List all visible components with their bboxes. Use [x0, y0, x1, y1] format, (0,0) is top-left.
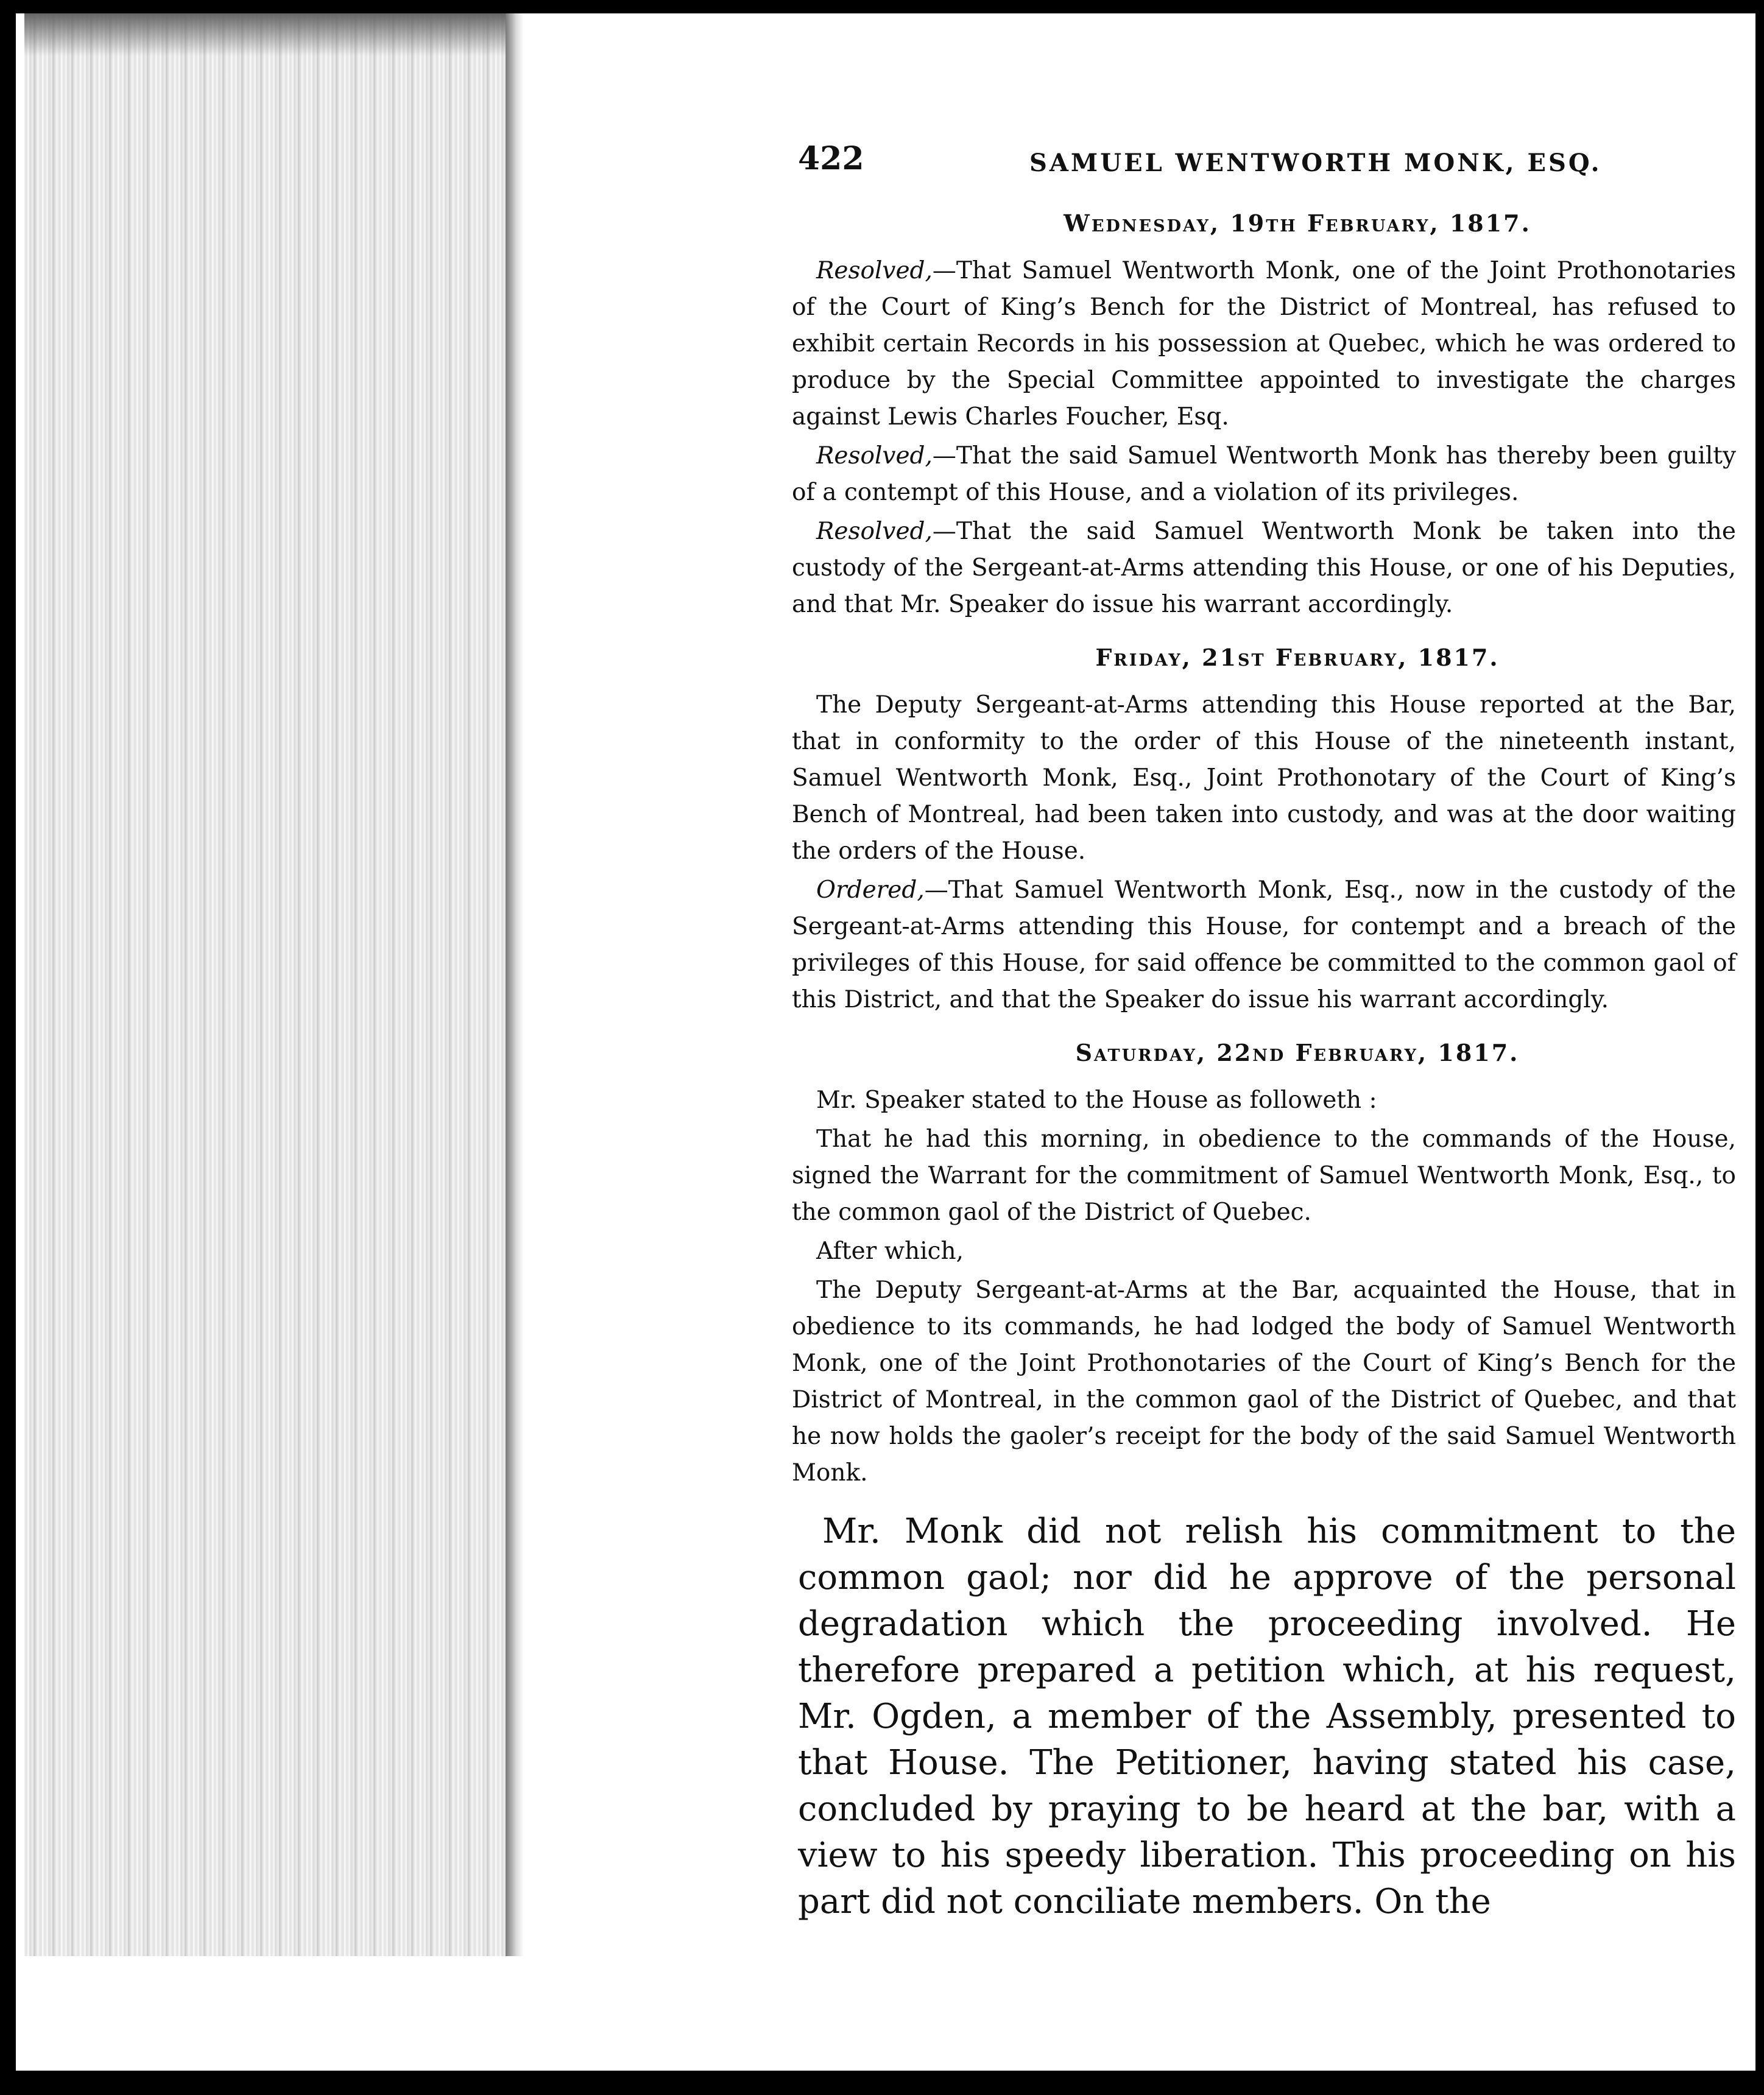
paragraph-lead: Ordered, [816, 876, 925, 904]
paragraph-text: The Deputy Sergeant-at-Arms at the Bar, acquainted the House, that in obedience to its commands, he had lodged the body of Samuel Wentworth Monk, one of the Joint Prothonotaries of the Court of King’s Bench for the District of Montreal, in the common gaol of the District of Quebec, and that he now holds the gaoler’s receipt for the body of the said Samuel Wentworth Monk. [792, 1276, 1736, 1487]
scan-border-right [1755, 0, 1764, 2095]
book-page [786, 140, 1736, 1959]
paragraph-text: —That the said Samuel Wentworth Monk has thereby been guilty of a contempt of this House, and a violation of its privileges. [792, 442, 1736, 506]
narrative-paragraph: Mr. Monk did not relish his commitment to the common gaol; nor did he approve of the personal degradation which the proceeding involved. He therefore prepared a petition which, at his request, Mr. Ogden, a member of the Assembly, presented to that House. The Petitioner, having stated his case, concluded by praying to be heard at the bar, with a view to his speedy liberation. This proceeding on his part did not conciliate members. On the [798, 1512, 1736, 1921]
paragraph-text: —That Samuel Wentworth Monk, Esq., now in the custody of the Sergeant-at-Arms attending this House, for contempt and a breach of the privileges of this House, for said offence be committed to the common gaol of this District, and that the Speaker do issue his warrant accordingly. [792, 876, 1736, 1013]
scan-border-left [0, 0, 16, 2095]
paragraph-text: After which, [816, 1238, 964, 1265]
statement-paragraph [786, 1121, 1736, 1231]
book-gutter [506, 13, 524, 1956]
date-heading: Wednesday, 19th February, 1817. [1064, 210, 1531, 237]
report-paragraph [786, 687, 1736, 870]
resolution-paragraph [786, 253, 1736, 435]
scan-border-top [0, 0, 1764, 13]
statement-paragraph [786, 1082, 1736, 1119]
paragraph-text: Mr. Speaker stated to the House as followeth : [816, 1086, 1377, 1114]
resolution-paragraph [786, 438, 1736, 511]
statement-paragraph [786, 1272, 1736, 1491]
scan-border-bottom [0, 2071, 1764, 2095]
running-head [786, 140, 1736, 189]
paragraph-text: The Deputy Sergeant-at-Arms attending this House reported at the Bar, that in conformity to the order of this House of the nineteenth instant, Samuel Wentworth Monk, Esq., Joint Prothonotary of the Court of King’s Bench of Montreal, had been taken into custody, and was at the door waiting the orders of the House. [792, 691, 1736, 865]
date-heading: Friday, 21st February, 1817. [1095, 644, 1500, 671]
page-number: 422 [798, 140, 864, 177]
paragraph-text: That he had this morning, in obedience to the commands of the House, signed the Warrant for the commitment of Samuel Wentworth Monk, Esq., to the common gaol of the District of Quebec. [792, 1125, 1736, 1226]
date-heading: Saturday, 22nd February, 1817. [1075, 1039, 1520, 1066]
paragraph-text: —That Samuel Wentworth Monk, one of the Joint Prothonotaries of the Court of King’s Bench for the District of Montreal, has refused to exhibit certain Records in his possession at Quebec, which he was ordered to produce by the Special Committee appointed to investigate the charges against Lewis Charles Foucher, Esq. [792, 257, 1736, 431]
book-page-edges [24, 13, 520, 1956]
order-paragraph [786, 872, 1736, 1018]
journal-section [786, 644, 1736, 1018]
paragraph-text: —That the said Samuel Wentworth Monk be taken into the custody of the Sergeant-at-Arms attending this House, or one of his Deputies, and that Mr. Speaker do issue his warrant accordingly. [792, 518, 1736, 618]
paragraph-lead: Resolved, [816, 442, 933, 470]
journal-section [786, 210, 1736, 623]
paragraph-lead: Resolved, [816, 257, 933, 284]
journal-section [786, 1039, 1736, 1491]
statement-paragraph [786, 1233, 1736, 1270]
resolution-paragraph [786, 513, 1736, 623]
running-title: SAMUEL WENTWORTH MONK, ESQ. [1029, 149, 1602, 177]
paragraph-lead: Resolved, [816, 518, 933, 545]
